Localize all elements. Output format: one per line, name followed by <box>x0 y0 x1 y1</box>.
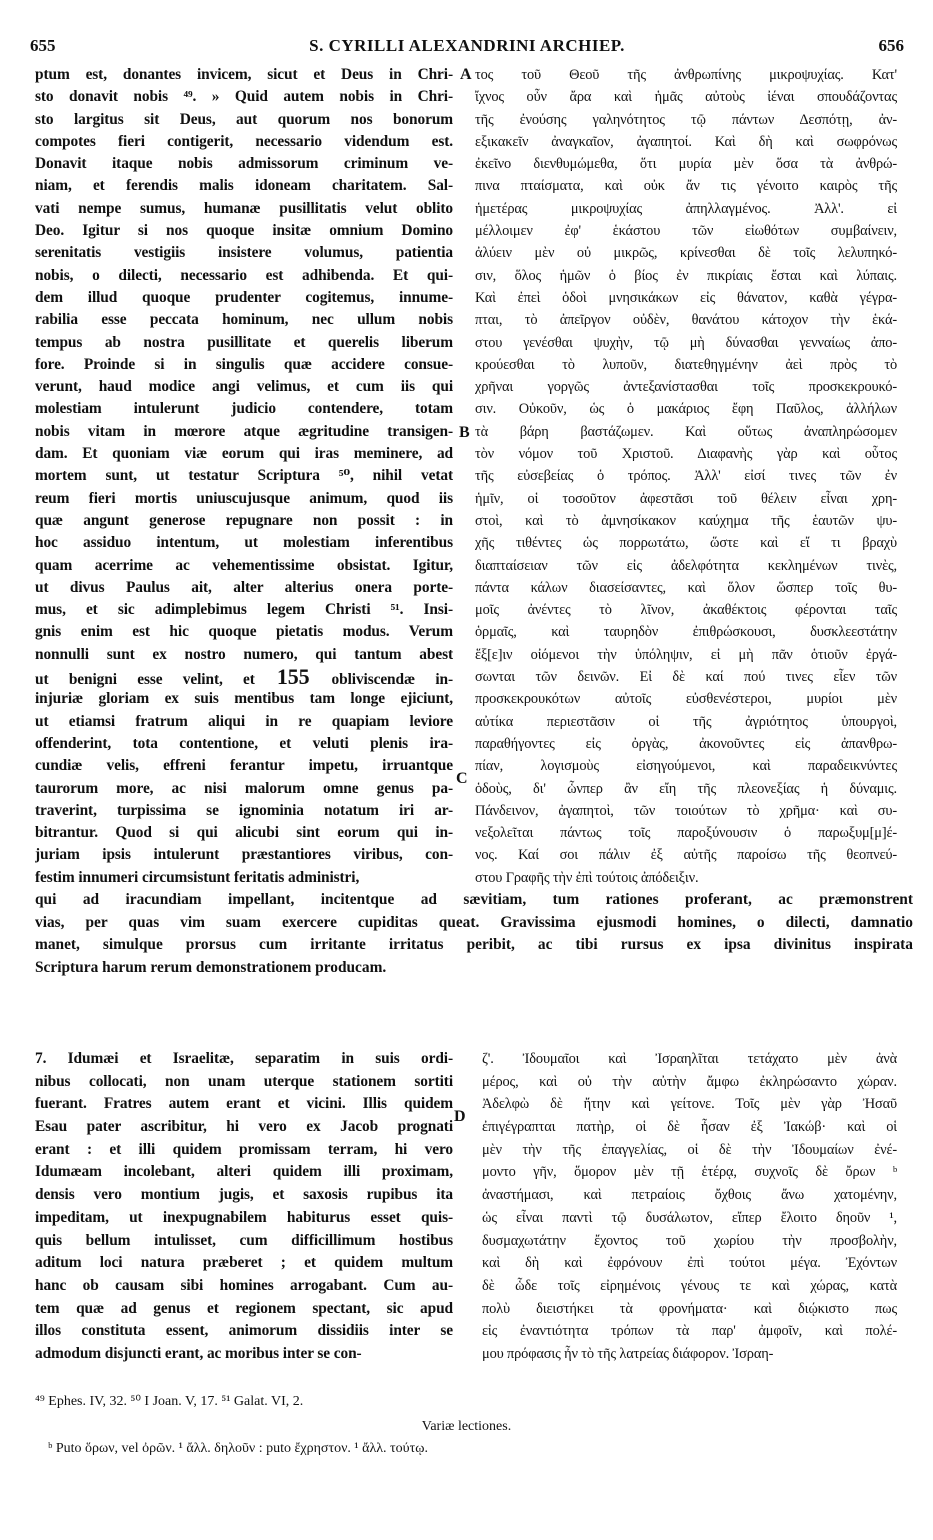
latin-line: Donavit itaque nobis admissorum criminum ve- <box>35 155 453 173</box>
full-width-line: manet, simulque prorsus cum irritante irritatus peribit, ac tibi rursus ex ipsa divinitus inspirata <box>35 936 913 953</box>
latin-line: verunt, haud modice angi velimus, et cum iis qui <box>35 378 453 396</box>
column-number-155: 155 <box>254 666 332 689</box>
greek-line: χρῆναι γοργῶς ἀντεξανίστασθαι τοῖς προσκεκρουκό- <box>475 379 897 396</box>
latin-line: quæ angunt generose repugnare non possit : in <box>35 511 453 529</box>
latin-line: nonnulli sunt ex nostro numero, qui tantum abest <box>35 645 453 663</box>
latin-line: mus, et sic adimplebimus legem Christi ⁵¹. Insi- <box>35 601 453 619</box>
greek-line: μοῖς ἀνέντες τὸ λῖνον, ἀκαθέκτοις φέρονται ταῖς <box>475 602 897 619</box>
latin-line: sto largitus sit Deus, aut quorum nos bonorum <box>35 110 453 128</box>
greek-line: πινα πταίσματα, καὶ οὐκ ἄν τις γένοιτο καιρὸς τῆς <box>475 178 897 195</box>
latin-line: ut divus Paulus ait, alter alterius onera porte- <box>35 578 453 596</box>
latin-line: fore. Proinde si in singulis quæ accidere consue- <box>35 355 453 373</box>
greek-line: ὁδοὺς, δι' ὧνπερ ἂν εἴη τῆς πλεονεξίας ἡ δύναμις. <box>475 780 897 797</box>
page-header <box>30 36 904 60</box>
full-width-line: Scriptura harum rerum demonstrationem producam. <box>35 958 387 976</box>
latin-column-top <box>35 64 453 889</box>
latin-line: ut benigni esse velint, et 155 obliviscendæ in- <box>35 666 453 689</box>
greek-column-bottom <box>482 1048 897 1366</box>
latin-line: ptum est, donantes invicem, sicut et Deus in Chri- <box>35 66 453 83</box>
latin-line: gnis enim est hic quoque pietatis modus. Verum <box>35 623 453 641</box>
greek-line: μέλλοιμεν ἐφ' ἑκάστου τῶν εἰωθότων συμβαίνειν, <box>475 223 897 240</box>
greek-line: τῆς εὐσεβείας ὁ τρόπος. Ἀλλ' εἰσί τινες τῶν ἐν <box>475 468 897 485</box>
greek-line: σιν, ὅλος ἡμῶν ὁ βίος ἐν πικρίαις ἔσται καὶ λύπαις. <box>475 267 897 284</box>
greek-line: μου πρόφασις ἦν τὸ τῆς λατρείας διάφορον. Ἰσραη- <box>482 1345 774 1362</box>
greek-line: Ἀδελφὼ δὲ ἤτην καὶ γείτονε. Τοῖς μὲν γὰρ Ἠσαῦ <box>482 1096 897 1113</box>
latin-line: impeditam, ut inexpugnabilem habiturus esset quis- <box>35 1208 453 1226</box>
latin-line: molestiam intulerunt judicio contendere, totam <box>35 400 453 418</box>
latin-line: quis bellum intulisset, cum difficillimum hostibus <box>35 1231 453 1249</box>
greek-line: πίαν, λογισμοὺς εἰσηγούμενοι, καὶ παραδεικνύντες <box>475 758 897 775</box>
greek-line: τος τοῦ Θεοῦ τῆς ἀνθρωπίνης μικροψυχίας. Κατ' <box>475 67 897 83</box>
latin-line: cundiæ velis, effreni ferantur impetu, irruantque <box>35 757 453 775</box>
greek-line: ἡμετέρας μικροψυχίας ἀπηλλαγμένος. Ἀλλ'. εἰ <box>475 200 897 217</box>
latin-line: compotes fieri contigerit, necessario videndum est. <box>35 132 453 150</box>
latin-line: mortem sunt, ut testatur Scriptura ⁵⁰, nihil vetat <box>35 467 453 485</box>
greek-line: τὰ βάρη βαστάζωμεν. Καὶ οὕτως ἀναπληρώσομεν <box>475 423 897 440</box>
margin-marker-c: C <box>456 770 468 787</box>
greek-line: μέρος, καὶ οὐ τὴν αὐτὴν ἄμφω ἐκληρώσαντο χώραν. <box>482 1073 897 1090</box>
latin-line: traverint, turpissima se ignominia notatum iri ar- <box>35 801 453 819</box>
page-number-right: 656 <box>878 36 904 55</box>
latin-line: niam, et ferendis malis idoneam charitatem. Sal- <box>35 177 453 195</box>
greek-line: πάντα κάλων διασείσαντες, καὶ ὅλον ὥσπερ τοῖς θυ- <box>475 579 897 596</box>
greek-line: παραθήγοντες εἰς ὀργὰς, ἀκονοῦντες εἰς ἀπανθρω- <box>475 735 897 752</box>
full-width-line: qui ad iracundiam impellant, incitentque ad sævitiam, tum rationes proferant, ac præmonstrent <box>35 891 913 908</box>
full-width-line: vias, per quas vim suam exercere cupiditas queat. Gravissima ejusmodi homines, o dilecti, damnatio <box>35 913 913 931</box>
footnotes: ⁴⁹ Ephes. IV, 32. ⁵⁰ I Joan. V, 17. ⁵¹ Galat. VI, 2. <box>35 1394 304 1409</box>
latin-line: hanc ob causam sibi homines arrogabant. Cum au- <box>35 1276 453 1294</box>
latin-line: taurorum more, ac nisi malorum omne genus pa- <box>35 779 453 797</box>
greek-line: σιν. Οὐκοῦν, ὡς ὁ μακάριος ἔφη Παῦλος, ἀλλήλων <box>475 401 897 418</box>
latin-line: sto donavit nobis ⁴⁹. » Quid autem nobis in Chri- <box>35 88 453 106</box>
greek-line: δὲ ὧδε τοῖς εἰρημένοις γένους τε καὶ χώρας, κατὰ <box>482 1277 897 1294</box>
greek-line: χῆς τιθέντες ὡς πορρωτάτω, ὥστε καὶ εἴ τι βραχὺ <box>475 535 897 552</box>
greek-line: ζ'. Ἰδουμαῖοι καὶ Ἰσραηλῖται τετάχατο μὲν ἀνὰ <box>482 1051 897 1067</box>
greek-line: ὡς εἶναι παντὶ τῷ δυσάλωτον, εἴπερ ἔλοιτο δηοῦν ¹, <box>482 1209 897 1226</box>
latin-column-bottom <box>35 1048 453 1366</box>
greek-line: πολὺ διειστήκει τὰ φρονήματα· καὶ διῴκιστο πως <box>482 1300 897 1317</box>
greek-line: ἕξ[ε]ιν οἰόμενοι τὴν ὑπόληψιν, εἰ μὴ πᾶν ὁτιοῦν ἐργά- <box>475 646 897 663</box>
latin-line: densis vero montium jugis, et saxosis rupibus ita <box>35 1186 453 1204</box>
greek-line: μὲν τὴν τῆς ἐπαγγελίας, οἱ δὲ τὴν Ἰδουμαίων ἐνέ- <box>482 1141 897 1158</box>
greek-line: δυσμαχωτάτην ἔχοντος τοῦ χωρίου τὴν προσβολὴν, <box>482 1232 897 1249</box>
full-width-paragraph <box>35 889 913 979</box>
latin-line: serenitatis vestigiis insistere volumus, patientia <box>35 244 453 262</box>
variae-lectiones-text: ᵇ Puto ὅρων, vel ὀρῶν. ¹ ἄλλ. δηλοῦν : puto ἔχρηστον. ¹ ἄλλ. τούτῳ. <box>48 1441 428 1456</box>
latin-line: nobis, o dilecti, necessario est adhibenda. Et qui- <box>35 266 453 284</box>
greek-line: τὸν νόμον τοῦ Χριστοῦ. Διαφανὴς γὰρ καὶ οὗτος <box>475 446 897 463</box>
latin-line: rabilia esse peccata hominum, nec ullum nobis <box>35 311 453 329</box>
latin-line: hoc assiduo intentum, ut molestiam inferentibus <box>35 534 453 552</box>
latin-line: fuerant. Fratres autem erant et vicini. Illis quidem <box>35 1095 453 1113</box>
greek-line: Πάνδεινον, ἀγαπητοὶ, τῶν τοιούτων τὸ χρῆμα· καὶ συ- <box>475 802 897 819</box>
latin-line: quam acerrime ac vehementissime obsistat. Igitur, <box>35 556 453 574</box>
latin-line: Deo. Igitur si nos quoque insitæ omnium Domino <box>35 222 453 240</box>
greek-line: διαπταίσειαν τῶν εἰς ἀδελφότητα κεκλημένων τινὲς, <box>475 557 897 574</box>
latin-line: 7. Idumæi et Israelitæ, separatim in suis ordi- <box>35 1050 453 1067</box>
greek-line: αὐτίκα περιεστᾶσιν οἱ τῆς ἀγριότητος ὑπουργοὶ, <box>475 713 897 730</box>
latin-line: nobis vitam in mœrore atque ægritudine transigen- <box>35 422 453 440</box>
latin-line: nibus collocati, non unam uterque stationem sortiti <box>35 1072 453 1090</box>
latin-line: dem illud quoque prudenter cogitemus, innume- <box>35 288 453 306</box>
latin-line: ut etiamsi fratrum aliqui in re quapiam leviore <box>35 712 453 730</box>
greek-line: ἐπιγέγραπται πατὴρ, οἱ δὲ ἦσαν ἐξ Ἰακώβ· καὶ οἱ <box>482 1119 897 1136</box>
greek-column-top <box>475 64 897 889</box>
greek-line: τῆς ἐνούσης γαληνότητος τῷ πάντων Δεσπότῃ, ἀν- <box>475 111 897 128</box>
greek-line: πται, τὸ ἀπεῖργον οὐδὲν, θανάτου κάτοχον τὴν ἑκά- <box>475 312 897 329</box>
greek-line: στου Γραφῆς τὴν ἐπὶ τούτοις ἀπόδειξιν. <box>475 869 699 886</box>
page-number-left: 655 <box>30 36 56 55</box>
margin-marker-a: A <box>460 66 472 83</box>
latin-line: injuriæ gloriam ex suis mentibus tam longe ejiciunt, <box>35 690 453 708</box>
greek-line: εἰς ἐναντιότητα τρόπων τὰ παρ' ἀμφοῖν, καὶ πολέ- <box>482 1323 897 1340</box>
variae-lectiones-title: Variæ lectiones. <box>421 1419 512 1434</box>
greek-line: προσκεκρουκότων αὐτοῖς εὐσθενέστεροι, μυρίοι μὲν <box>475 691 897 708</box>
latin-line: festim innumeri circumsistunt feritatis administri, <box>35 868 360 886</box>
margin-marker-b: B <box>459 424 470 441</box>
greek-line: μοντο γῆν, ὅμορον μὲν τῇ ἑτέρᾳ, συχνοῖς δὲ ὄρων ᵇ <box>482 1164 897 1181</box>
greek-line: ἐκεῖνο διενθυμώμεθα, ὅτι μυρία μὲν ὅσα τὰ ἀνθρώ- <box>475 156 897 173</box>
latin-line-continuation: obliviscendæ in- <box>331 671 453 689</box>
greek-line: ἀναστήμασι, καὶ πετραίοις ὄχθοις ἄνω χατομένην, <box>482 1187 897 1204</box>
latin-line: tem quæ ad genus et regionem spectant, sic apud <box>35 1299 453 1317</box>
latin-line: juriam ipsis intulerunt præstantiores viribus, con- <box>35 846 453 864</box>
greek-line: Καὶ ἐπεὶ ὁδοὶ μνησικάκων εἰς θάνατον, καθὰ γέγρα- <box>475 289 897 306</box>
latin-line: dam. Et quoniam viæ eorum qui iras meminere, ad <box>35 445 453 463</box>
latin-line: aditum loci natura præberet ; et quidem multum <box>35 1254 453 1272</box>
latin-line: vati nempe sumus, humanæ pusillitatis velut oblito <box>35 199 453 217</box>
greek-line: στοὶ, καὶ τὸ ἀμνησίκακον καύχημα τῆς ἑαυτῶν ψυ- <box>475 512 897 529</box>
greek-line: ἀλύειν μὲν οὐ μικρῶς, κρίνεσθαι δὲ τοῖς λελυπηκό- <box>475 245 897 262</box>
greek-line: σωνται τῶν δεινῶν. Εἰ δὲ καί πού τινες εἶεν τῶν <box>475 669 897 686</box>
greek-line: ὁρμαῖς, καὶ ταυρηδὸν ἐπιθρώσκουσι, δυσκλεεστάτην <box>475 624 897 641</box>
latin-line: Idumæam incolebant, alteri quidem illi proximam, <box>35 1163 453 1181</box>
latin-line: Esau pater ascribitur, hi vero ex Jacob prognati <box>35 1118 453 1136</box>
greek-line: καὶ δὴ καὶ ἐφρόνουν ἐπὶ τούτοι μέγα. Ἐχόντων <box>482 1255 897 1272</box>
greek-line: στου γενέσθαι ψυχὴν, τῷ μὴ δύνασθαι γενναίως ἀπο- <box>475 334 897 351</box>
latin-line: admodum disjuncti erant, ac moribus inter se con- <box>35 1344 362 1362</box>
margin-marker-d: D <box>454 1108 466 1125</box>
greek-line: εξικακεῖν ἀναγκαῖον, ἀγαπητοί. Καὶ δὴ καὶ σωφρόνως <box>475 133 897 150</box>
latin-line: illos constituta essent, animorum dissidiis inter se <box>35 1322 453 1340</box>
latin-line: offenderint, tota contentione, et veluti plenis ira- <box>35 734 453 752</box>
latin-line: erant : et illi quidem promissam terram, hi vero <box>35 1140 453 1158</box>
latin-line: bitrantur. Quod si qui alicubi sint eorum qui in- <box>35 824 453 842</box>
greek-line: νος. Καί σοι πάλιν ἐξ αὐτῆς παροίσω τῆς θεοπνεύ- <box>475 847 897 864</box>
latin-line: reum fieri mortis uniuscujusque animum, quod iis <box>35 489 453 507</box>
greek-line: νεξολεῖται πάντως τοῖς παροξύνουσιν ὁ παρωξυμ[μ]έ- <box>475 825 897 842</box>
greek-line: κρούεσθαι τὸ λυποῦν, διατεθηγμένην ἀεὶ πρὸς τὸ <box>475 356 897 373</box>
running-title: S. CYRILLI ALEXANDRINI ARCHIEP. <box>309 36 625 55</box>
greek-line: ἴχνος οὖν ἄρα καὶ ἡμᾶς αὐτοὺς ἰέναι σπουδάζοντας <box>475 89 897 106</box>
greek-line: ἡμῖν, οἱ τοσοῦτον ἀφεστᾶσι τοῦ θέλειν εἶναι χρη- <box>475 490 897 507</box>
latin-line: tempus ab nostra pusillitate et querelis liberum <box>35 333 453 351</box>
